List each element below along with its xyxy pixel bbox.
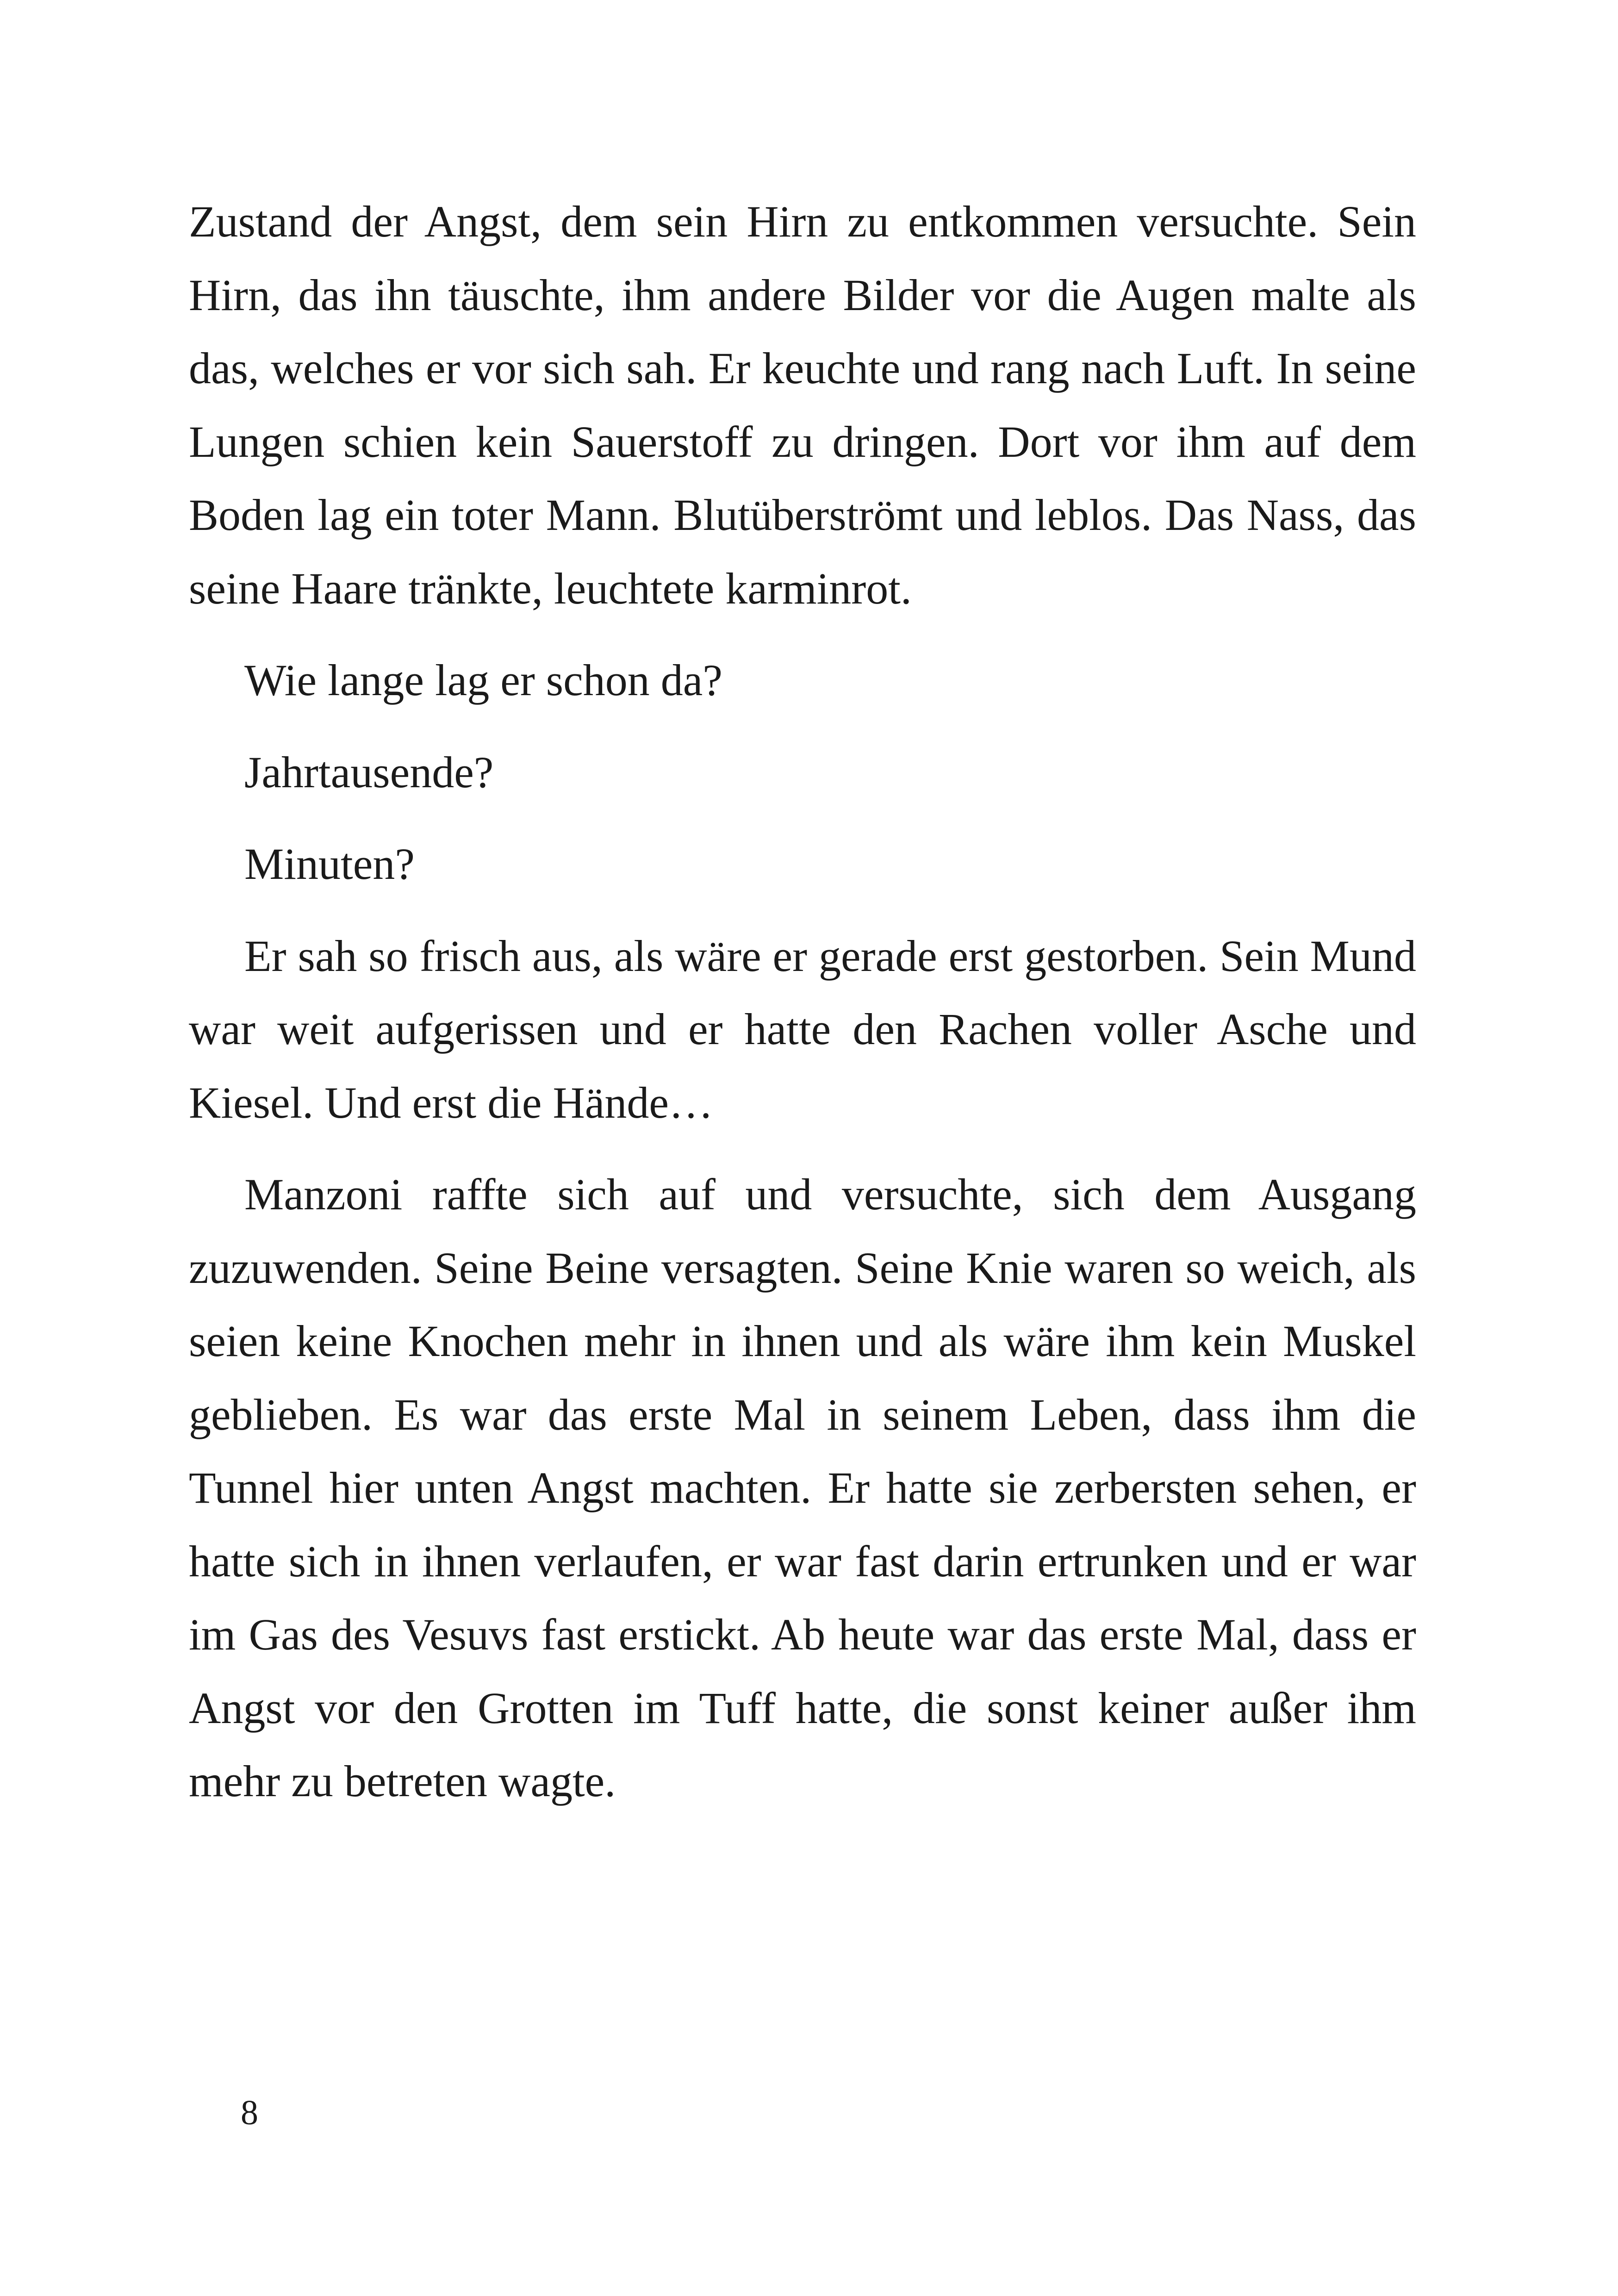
paragraph-2: Wie lange lag er schon da?	[244, 655, 722, 705]
paragraph-4: Minuten?	[244, 839, 415, 889]
paragraph-1: Zustand der Angst, dem sein Hirn zu entkommen versuchte. Sein Hirn, das ihn täuschte, ihm andere Bilder vor die Augen malte als das, welches er vor sich sah. Er keuchte und rang nach Luft. In seine Lungen schien kein Sauerstoff zu dringen. Dort vor ihm auf dem Boden lag ein toter Mann. Blutüberströmt und leblos. Das Nass, das seine Haare tränkte, leuchtete karminrot.	[189, 197, 1416, 613]
page-number: 8	[241, 2093, 258, 2132]
paragraph-5: Er sah so frisch aus, als wäre er gerade erst gestorben. Sein Mund war weit aufgerissen und er hatte den Rachen voller Asche und Kiesel. Und erst die Hände…	[189, 931, 1416, 1127]
paragraph-3: Jahrtausende?	[244, 747, 494, 797]
body-text	[189, 185, 1416, 1837]
paragraph-6: Manzoni raffte sich auf und versuchte, sich dem Ausgang zuzuwenden. Seine Beine versagten. Seine Knie waren so weich, als seien keine Knochen mehr in ihnen und als wäre ihm kein Muskel geblieben. Es war das erste Mal in seinem Leben, dass ihm die Tunnel hier unten Angst machten. Er hatte sie zerbersten sehen, er hatte sich in ihnen verlaufen, er war fast darin ertrunken und er war im Gas des Vesuvs fast erstickt. Ab heute war das erste Mal, dass er Angst vor den Grotten im Tuff hatte, die sonst keiner außer ihm mehr zu betreten wagte.	[189, 1170, 1416, 1806]
